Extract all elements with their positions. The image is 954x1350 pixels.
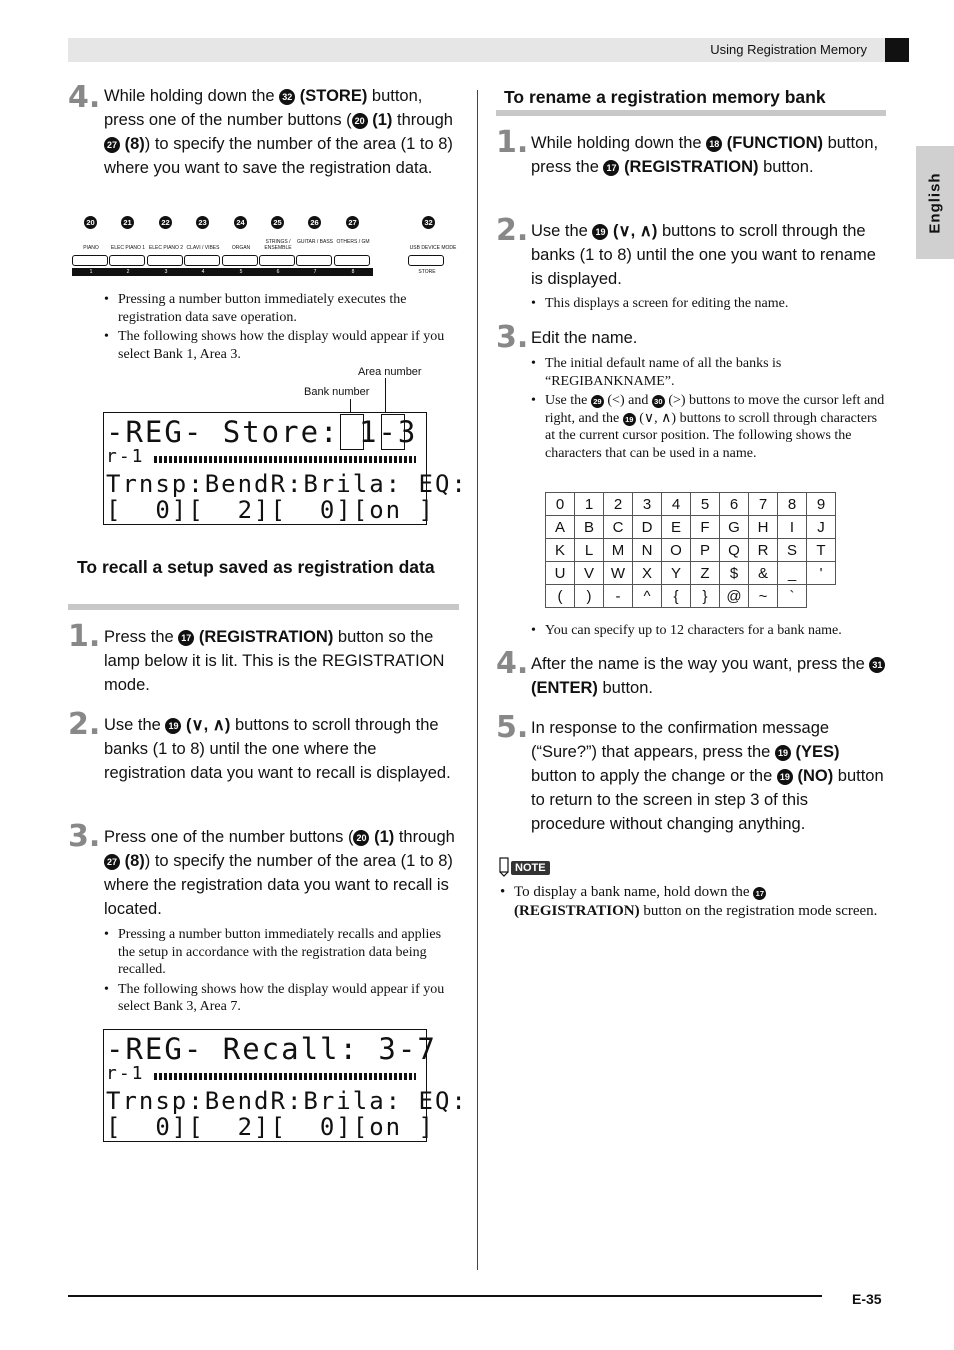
tone-label: STRINGS / ENSEMBLE [264, 239, 292, 251]
table-row: ( ) - ^ { } @ ~ ` [546, 585, 836, 608]
bank-number-box [340, 414, 364, 450]
button-number-icon: 25 [271, 216, 284, 229]
step-text: While holding down the 18 (FUNCTION) button, press the 17 (REGISTRATION) button. [531, 134, 879, 176]
page-number: E-35 [852, 1291, 882, 1307]
step-number: 2. [496, 213, 529, 248]
table-row: U V W X Y Z $ & _ ' [546, 562, 836, 585]
lcd-line: -REG- Recall: 3-7 [106, 1032, 437, 1066]
button-ref-icon: 19 [592, 224, 608, 240]
step-text: Use the 19 (∨, ∧) buttons to scroll through the banks (1 to 8) until the one where the registration data you want to recall is displayed. [104, 716, 451, 782]
button-number-icon: 23 [196, 216, 209, 229]
number-button-2 [109, 255, 145, 266]
number-button-7 [296, 255, 332, 266]
button-ref-icon: 32 [279, 89, 295, 105]
lcd-dot-row [154, 1073, 416, 1080]
step-number: 3. [496, 320, 529, 355]
bullet-item: • Use the 29 (<) and 30 (>) buttons to move the cursor left and right, and the 19 (∨, ∧) buttons to scroll through characters at the current cursor position. The following shows the characters that can be used in a name. [531, 392, 886, 462]
button-number-icon: 26 [308, 216, 321, 229]
step-bullets [104, 291, 456, 363]
lcd-line: Trnsp:BendR:Brila: EQ: [106, 470, 468, 498]
button-ref-icon: 19 [777, 769, 793, 785]
step-text: Edit the name. [531, 329, 638, 347]
number-button-4 [184, 255, 220, 266]
button-ref-icon: 19 [775, 745, 791, 761]
running-header [68, 38, 909, 62]
bullet-item: • To display a bank name, hold down the 17 (REGISTRATION) button on the registration mode screen. [500, 883, 886, 921]
button-number-icon: 27 [346, 216, 359, 229]
lcd-line: r-1 [106, 1063, 145, 1084]
heading-rule [496, 110, 886, 116]
button-ref-icon: 19 [165, 718, 181, 734]
step-number: 5. [496, 710, 529, 745]
section-heading: To recall a setup saved as registration data [77, 557, 435, 577]
button-ref-icon: 17 [178, 630, 194, 646]
header-title: Using Registration Memory [710, 42, 867, 57]
button-ref-icon: 18 [706, 136, 722, 152]
tone-label: GUITAR / BASS [296, 239, 334, 245]
character-table [545, 492, 836, 608]
button-ref-icon: 19 [623, 413, 636, 426]
section-heading: To rename a registration memory bank [504, 87, 826, 107]
lcd-line: [ 0][ 2][ 0][on ] [106, 496, 435, 524]
number-button-5 [222, 255, 258, 266]
step-text: While holding down the 32 (STORE) button, press one of the number buttons ( 20 (1) through 27 (8)) to specify the number of the area (1 to 8) where you want to save the registration data. [104, 87, 453, 177]
step-bullets [531, 295, 886, 313]
button-ref-icon: 17 [753, 887, 766, 900]
tone-label: OTHERS / GM [336, 239, 370, 245]
bullet-item: • The following shows how the display would appear if you select Bank 3, Area 7. [104, 981, 456, 1016]
step-text: In response to the confirmation message (“Sure?”) that appears, press the 19 (YES) button to apply the change or the 19 (NO) button to return to the screen in step 3 of this procedure without changing anything. [531, 719, 884, 833]
tone-label: ORGAN [231, 245, 251, 251]
header-block [885, 38, 909, 62]
tone-label: ELEC PIANO 2 [148, 245, 184, 251]
pencil-icon [497, 857, 511, 877]
button-ref-icon: 20 [352, 113, 368, 129]
bank-number-callout: Bank number [304, 386, 370, 398]
button-number-icon: 22 [159, 216, 172, 229]
button-number-icon: 21 [121, 216, 134, 229]
callout-line [385, 378, 386, 412]
note-marker [497, 857, 550, 877]
step-number: 1. [496, 125, 529, 160]
lcd-display-recall [103, 1029, 468, 1142]
bullet-item: • The following shows how the display would appear if you select Bank 1, Area 3. [104, 328, 456, 363]
table-row: 0 1 2 3 4 5 6 7 8 9 [546, 493, 836, 516]
step-number: 1. [68, 619, 101, 654]
area-number-callout: Area number [358, 366, 422, 378]
area-number-box [381, 414, 405, 450]
column-divider [477, 90, 478, 1270]
step-text: After the name is the way you want, press the 31 (ENTER) button. [531, 652, 886, 700]
step-text: Press one of the number buttons ( 20 (1) through 27 (8)) to specify the number of the area (1 to 8) where the registration data you want to recall is located. [104, 828, 455, 918]
step-bullets [531, 355, 886, 462]
bullet-item: • Pressing a number button immediately executes the registration data save operation. [104, 291, 456, 326]
store-button [408, 255, 444, 266]
bullet-item: • You can specify up to 12 characters for a bank name. [531, 622, 886, 640]
lcd-display-store [103, 412, 468, 525]
tone-label: PIANO [83, 245, 99, 251]
step-number: 3. [68, 819, 101, 854]
bullet-item: • The initial default name of all the banks is “REGIBANKNAME”. [531, 355, 886, 390]
bullet-item: • This displays a screen for editing the name. [531, 295, 886, 313]
button-ref-icon: 29 [591, 395, 604, 408]
button-number-icon: 24 [234, 216, 247, 229]
lcd-line: r-1 [106, 446, 145, 467]
lcd-dot-row [154, 456, 416, 463]
table-row: A B C D E F G H I J [546, 516, 836, 539]
heading-rule [68, 604, 459, 610]
step-number: 4. [496, 646, 529, 681]
step-number: 4. [68, 80, 101, 115]
step-number: 2. [68, 707, 101, 742]
number-buttons-diagram: 20 21 22 23 24 25 26 27 32 PIANO ELEC PIANO 1 ELEC PIANO 2 CLAVI / VIBES ORGAN STRINGS / ENSEMBLE GUITAR / BASS OTHERS / GM USB DEVICE MODE 1 2 3 4 5 6 7 8 STORE [68, 212, 458, 280]
button-number-icon: 20 [84, 216, 97, 229]
language-tab [916, 146, 954, 259]
button-ref-icon: 27 [104, 854, 120, 870]
button-ref-icon: 17 [603, 160, 619, 176]
step-text: Press the 17 (REGISTRATION) button so the lamp below it is lit. This is the REGISTRATION mode. [104, 628, 445, 694]
number-button-1 [72, 255, 108, 266]
number-button-8 [334, 255, 370, 266]
button-ref-icon: 31 [869, 657, 885, 673]
lcd-line: Trnsp:BendR:Brila: EQ: [106, 1087, 468, 1115]
tone-label: CLAVI / VIBES [186, 245, 220, 251]
footer-rule [68, 1295, 822, 1297]
button-ref-icon: 20 [353, 830, 369, 846]
number-button-6 [259, 255, 295, 266]
language-label: English [926, 171, 944, 234]
step-bullets [531, 622, 886, 640]
button-number-icon: 32 [422, 216, 435, 229]
step-text: Use the 19 (∨, ∧) buttons to scroll through the banks (1 to 8) until the one you want to rename is displayed. [531, 222, 876, 288]
bullet-item: • Pressing a number button immediately recalls and applies the setup in accordance with the registration data being recalled. [104, 926, 456, 979]
note-badge: NOTE [511, 861, 550, 875]
number-button-3 [147, 255, 183, 266]
button-ref-icon: 30 [652, 395, 665, 408]
store-label: STORE [418, 269, 436, 275]
note-bullets [500, 883, 886, 921]
tone-label: USB DEVICE MODE [409, 245, 457, 251]
table-row: K L M N O P Q R S T [546, 539, 836, 562]
callout-line [350, 399, 351, 412]
tone-label: ELEC PIANO 1 [110, 245, 146, 251]
button-ref-icon: 27 [104, 137, 120, 153]
step-bullets [104, 926, 456, 1016]
lcd-line: [ 0][ 2][ 0][on ] [106, 1113, 435, 1141]
lcd-line: -REG- Store: 1-3 [106, 415, 418, 449]
